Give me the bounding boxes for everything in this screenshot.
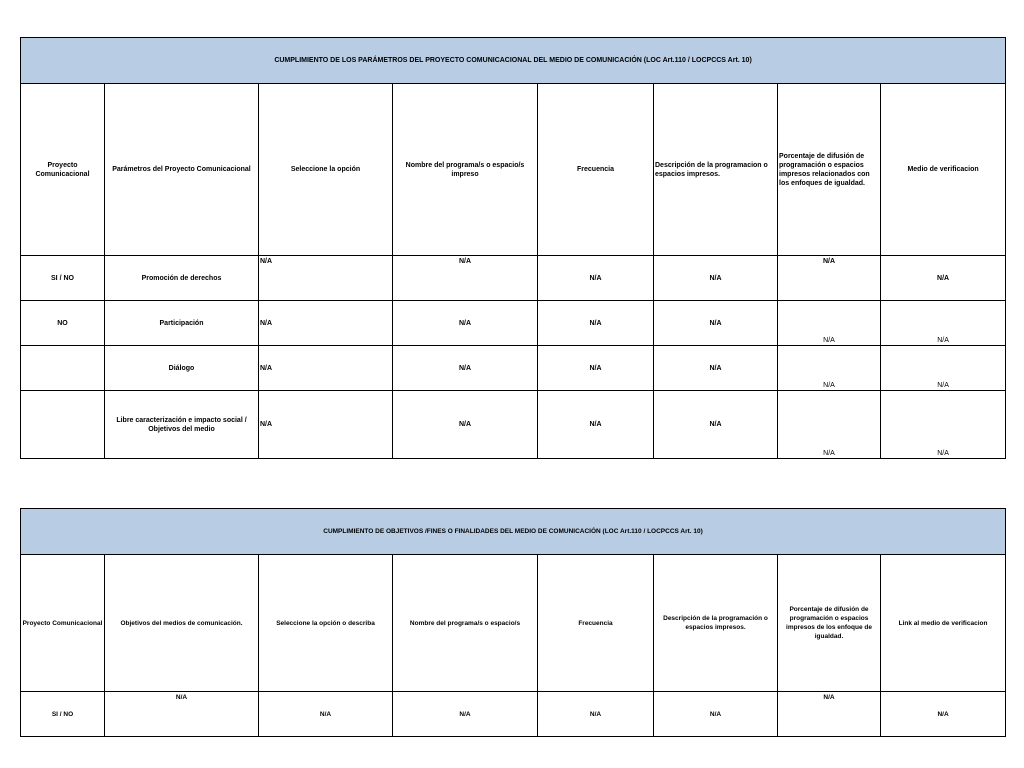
header-link: Link al medio de verificacion bbox=[881, 555, 1006, 692]
header-medio: Medio de verificacion bbox=[881, 84, 1006, 256]
cell-frecuencia[interactable]: N/A bbox=[538, 346, 654, 391]
header-objetivos: Objetivos del medios de comunicación. bbox=[105, 555, 259, 692]
cell-proyecto: NO bbox=[21, 301, 105, 346]
header-porcentaje: Porcentaje de difusión de programación o espacios impresos relacionados con los enfoques de igualdad. bbox=[778, 84, 881, 256]
cell-porcentaje-value: N/A bbox=[823, 450, 835, 457]
cell-medio[interactable] bbox=[881, 391, 1006, 459]
cell-parametro: Diálogo bbox=[105, 346, 259, 391]
table2-title: CUMPLIMIENTO DE OBJETIVOS /FINES O FINALIDADES DEL MEDIO DE COMUNICACIÓN (LOC Art.110 / LOCPCCS Art. 10) bbox=[21, 509, 1006, 555]
header-frecuencia: Frecuencia bbox=[538, 555, 654, 692]
cell-proyecto: SI / NO bbox=[21, 256, 105, 301]
header-proyecto: Proyecto Comunicacional bbox=[21, 84, 105, 256]
cell-seleccione[interactable]: N/A bbox=[259, 692, 393, 737]
cell-seleccione[interactable]: N/A bbox=[259, 301, 393, 346]
cell-parametro: Participación bbox=[105, 301, 259, 346]
cell-frecuencia[interactable]: N/A bbox=[538, 391, 654, 459]
cell-nombre-value: N/A bbox=[458, 258, 472, 265]
cell-proyecto: SI / NO bbox=[21, 692, 105, 737]
cell-porcentaje[interactable] bbox=[778, 391, 881, 459]
table-row bbox=[21, 391, 1006, 459]
cell-nombre[interactable]: N/A bbox=[393, 301, 538, 346]
cell-descripcion[interactable]: N/A bbox=[654, 301, 778, 346]
cell-medio[interactable]: N/A bbox=[881, 256, 1006, 301]
cell-nombre[interactable]: N/A bbox=[393, 346, 538, 391]
table-row bbox=[21, 301, 1006, 346]
cell-porcentaje-value: N/A bbox=[822, 258, 836, 265]
header-nombre: Nombre del programa/s o espacio/s impreso bbox=[393, 84, 538, 256]
cell-seleccione-value: N/A bbox=[260, 258, 273, 265]
header-seleccione: Seleccione la opción o describa bbox=[259, 555, 393, 692]
header-nombre: Nombre del programa/s o espacio/s bbox=[393, 555, 538, 692]
cell-proyecto bbox=[21, 391, 105, 459]
cell-proyecto bbox=[21, 346, 105, 391]
header-frecuencia: Frecuencia bbox=[538, 84, 654, 256]
cell-parametro: Libre caracterización e impacto social / Objetivos del medio bbox=[105, 391, 259, 459]
cell-frecuencia[interactable]: N/A bbox=[538, 301, 654, 346]
cell-porcentaje-value: N/A bbox=[823, 382, 835, 389]
cell-link[interactable]: N/A bbox=[881, 692, 1006, 737]
objetivos-table bbox=[20, 508, 1006, 737]
cell-objetivo[interactable] bbox=[105, 692, 259, 737]
cell-porcentaje[interactable] bbox=[778, 692, 881, 737]
cell-seleccione[interactable]: N/A bbox=[259, 391, 393, 459]
cell-descripcion[interactable]: N/A bbox=[654, 391, 778, 459]
header-porcentaje: Porcentaje de difusión de programación o espacios impresos de los enfoque de igualdad. bbox=[778, 555, 881, 692]
cell-nombre[interactable] bbox=[393, 256, 538, 301]
cell-seleccione[interactable] bbox=[259, 256, 393, 301]
cell-frecuencia[interactable]: N/A bbox=[538, 692, 654, 737]
cell-nombre[interactable]: N/A bbox=[393, 692, 538, 737]
header-descripcion: Descripción de la programación o espacios impresos. bbox=[654, 555, 778, 692]
cell-seleccione[interactable]: N/A bbox=[259, 346, 393, 391]
cell-porcentaje-value: N/A bbox=[823, 694, 835, 701]
cell-nombre[interactable]: N/A bbox=[393, 391, 538, 459]
cell-medio-value: N/A bbox=[937, 450, 949, 457]
cell-medio[interactable] bbox=[881, 301, 1006, 346]
cell-medio-value: N/A bbox=[937, 337, 949, 344]
cell-porcentaje[interactable] bbox=[778, 346, 881, 391]
cell-porcentaje[interactable] bbox=[778, 256, 881, 301]
cell-porcentaje-value: N/A bbox=[823, 337, 835, 344]
cell-medio[interactable] bbox=[881, 346, 1006, 391]
cell-medio-value: N/A bbox=[937, 382, 949, 389]
header-descripcion: Descripción de la programacion o espacios impresos. bbox=[654, 84, 778, 256]
table-row bbox=[21, 346, 1006, 391]
header-parametros: Parámetros del Proyecto Comunicacional bbox=[105, 84, 259, 256]
cell-descripcion[interactable]: N/A bbox=[654, 346, 778, 391]
cell-descripcion[interactable]: N/A bbox=[654, 256, 778, 301]
header-proyecto: Proyecto Comunicacional bbox=[21, 555, 105, 692]
cell-porcentaje[interactable] bbox=[778, 301, 881, 346]
table-row bbox=[21, 692, 1006, 737]
cell-parametro: Promoción de derechos bbox=[105, 256, 259, 301]
parametros-table bbox=[20, 37, 1006, 459]
cell-frecuencia[interactable]: N/A bbox=[538, 256, 654, 301]
cell-objetivo-value: N/A bbox=[175, 694, 188, 701]
cell-descripcion[interactable]: N/A bbox=[654, 692, 778, 737]
table-row bbox=[21, 256, 1006, 301]
header-seleccione: Seleccione la opción bbox=[259, 84, 393, 256]
table1-title: CUMPLIMIENTO DE LOS PARÁMETROS DEL PROYECTO COMUNICACIONAL DEL MEDIO DE COMUNICACIÓN (LOC Art.110 / LOCPCCS Art. 10) bbox=[21, 38, 1006, 84]
